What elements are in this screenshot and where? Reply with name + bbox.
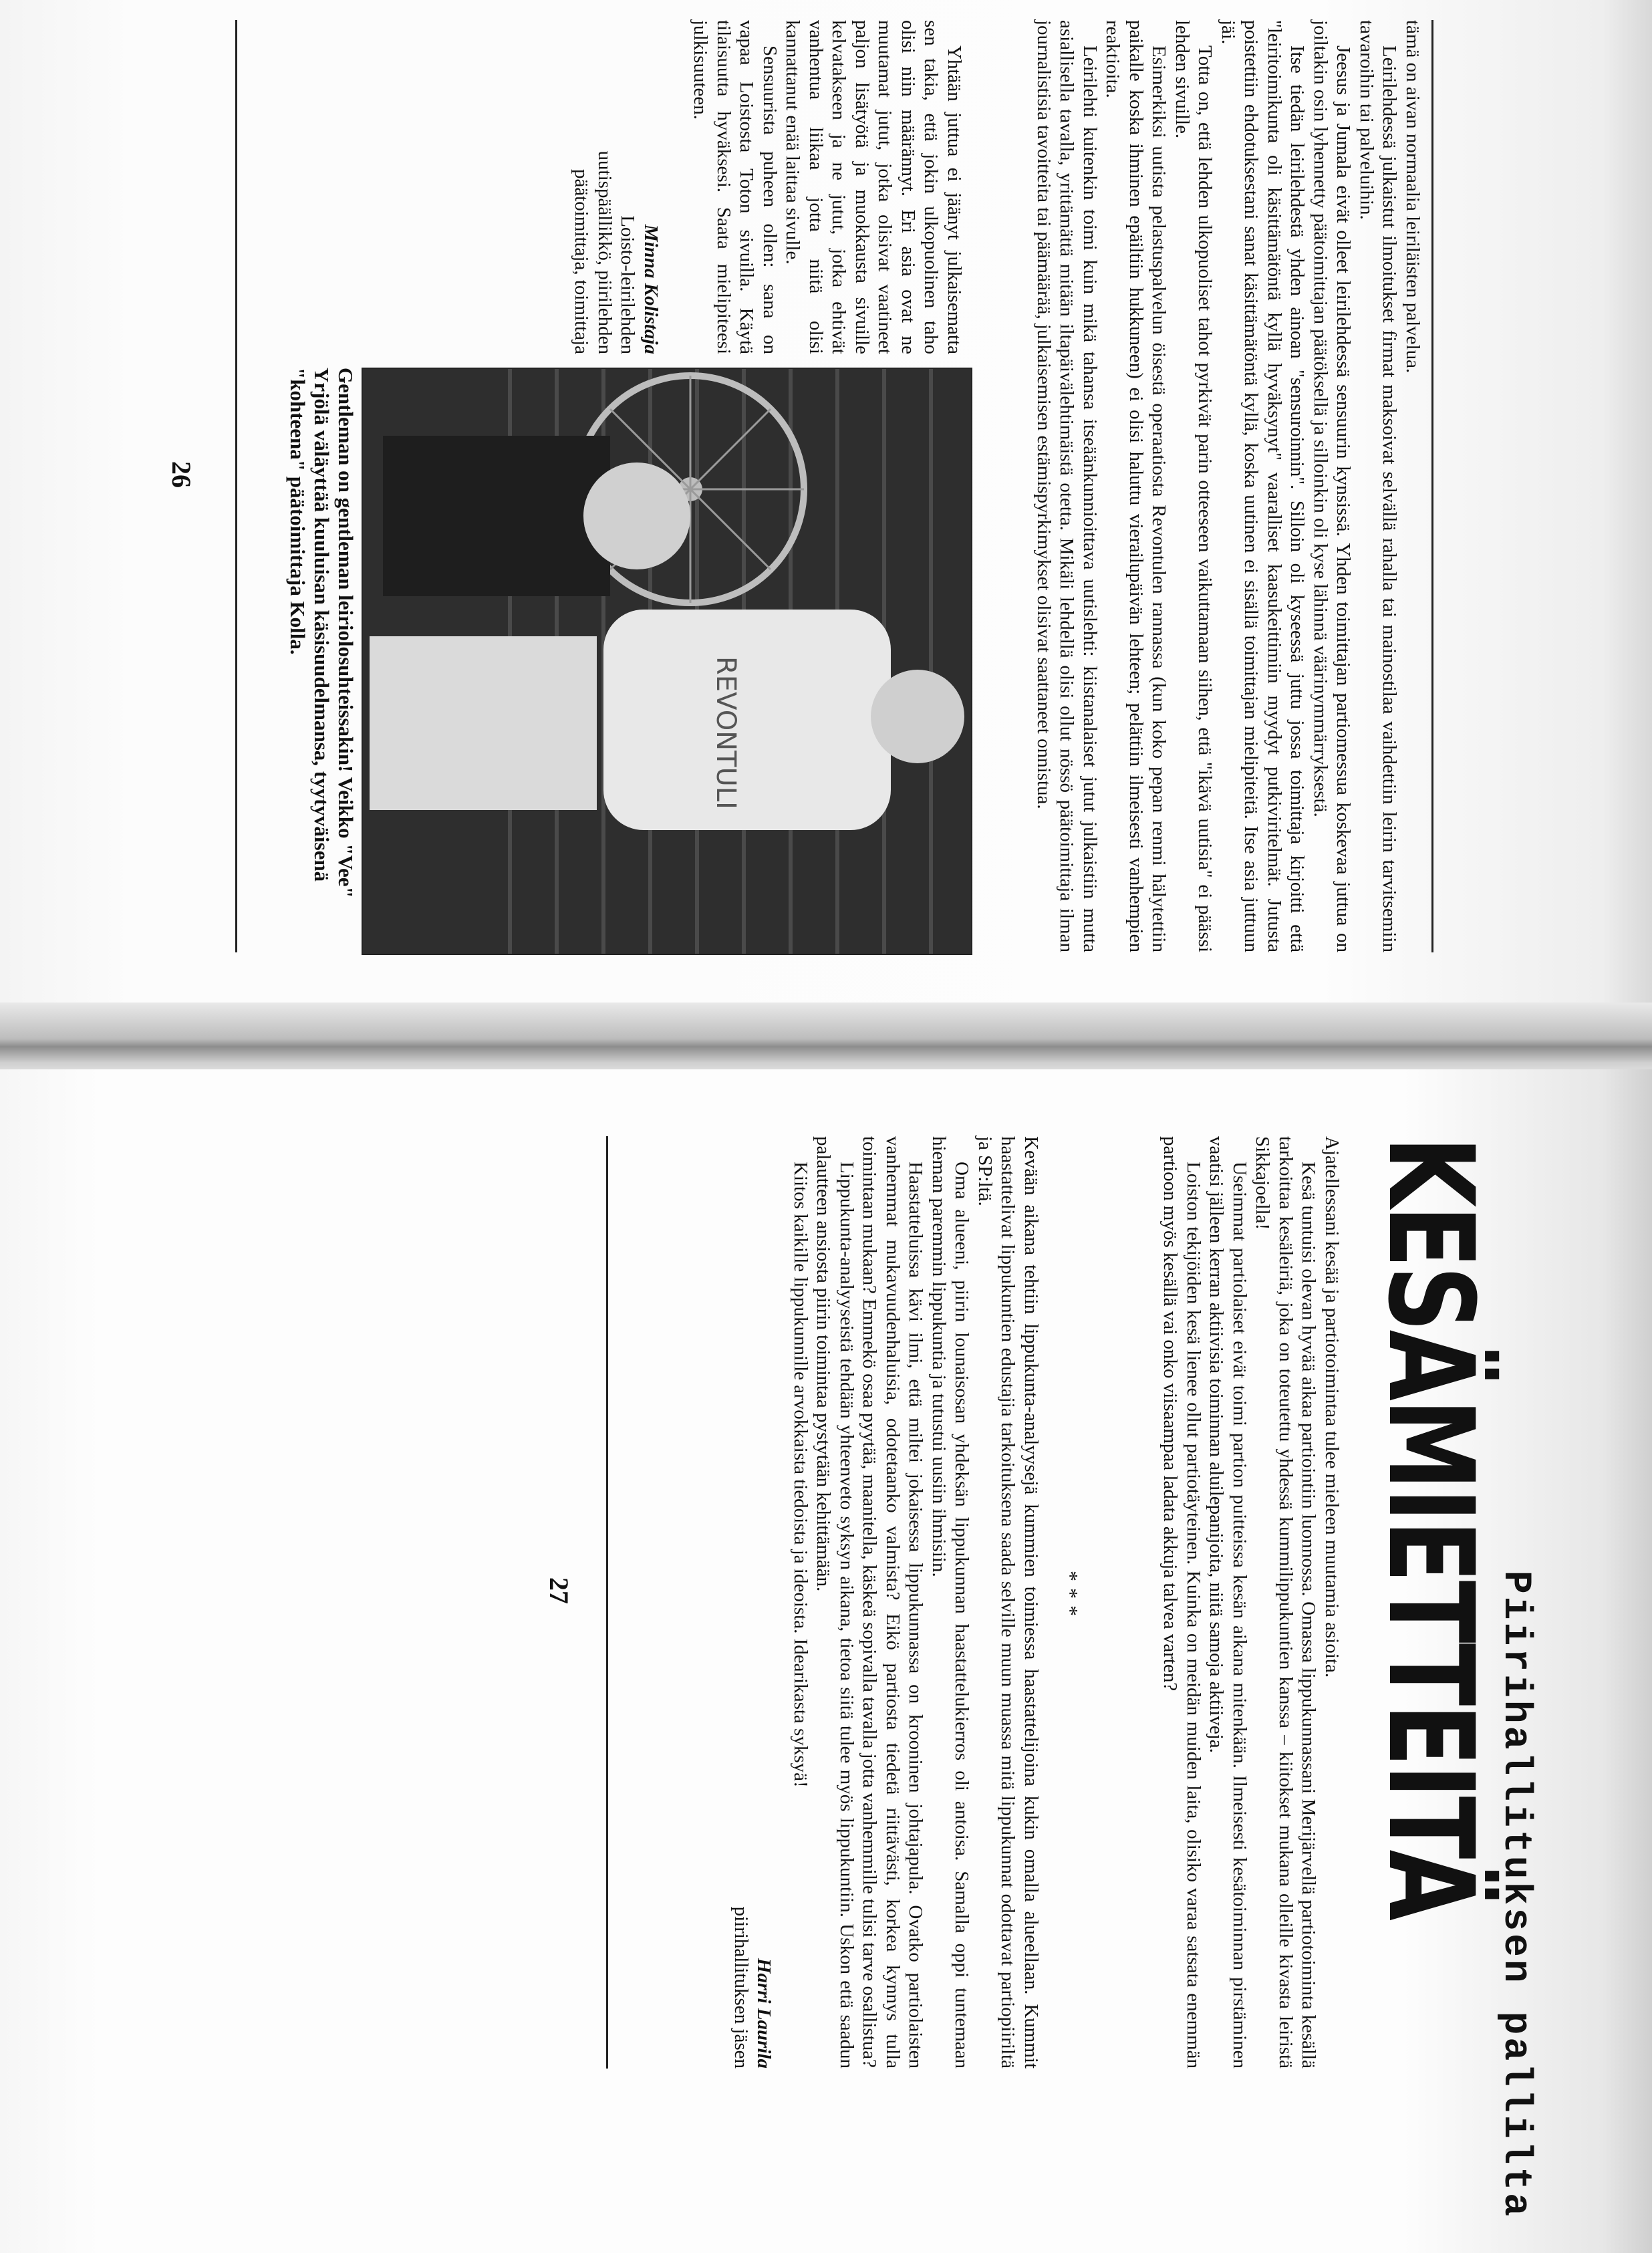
paragraph: Jeesus ja Jumala eivät olleet leirilehdessä sensuurin kynsissä. Yhden toimittajan partiomessua koskevaa juttua on joiltakin osin lyhennetty päätoimittajan päätöksellä ja silloinkin oli kyse lähinnä väärinymmärryksestä. xyxy=(1310,20,1355,952)
paragraph: Kesä tuntuisi olevan hyvää aikaa partiointiin luonnossa. Omassa lippukunnassani Merijärvellä partiotoiminta kesällä tarkoittaa kesäleiriä, joka on toteutettu yhdessä kummilippukuntien kanssa – kiitokset mukana olleille kivasta leiristä Sikkajoella! xyxy=(1252,1136,1320,2069)
page-number: 27 xyxy=(544,1577,574,1604)
article-text-upper xyxy=(1032,20,1425,952)
article-text-lower xyxy=(570,20,966,354)
paragraph: Oma alueeni, piirin lounaisosan yhdeksän lippukunnan haastattelukierros oli antoisa. Samalla oppi tuntemaan hieman paremmin lippukuntia ja tutustui uusiin ihmisiin. xyxy=(928,1136,973,2069)
shirt-text: REVONTULI xyxy=(710,656,741,809)
photo-illustration xyxy=(363,369,971,954)
paragraph: Haastatteluissa kävi ilmi, että miltei jokaisessa lippukunnassa on krooninen johtajapula. Ovatko partiolaisten vanhemmat mukavuudenhaluisia, odotetaanko valmista? Eikö partiosta tiedetä riittävästi, korkea kynnys tulla toimintaan mukaan? Emmekö osaa pyytää, maanitella, käskeä sopivalla tavalla jotta vanhemmille tulisi tarve osallistua? xyxy=(859,1136,927,2069)
photo-caption: Gentleman on gentleman leiriolosuhteissakin! Veikko "Vee" Yrjölä väläyttää kuuluisan käsisuudelmansa, tyytyväisenä "kohteena" päätoimittaja Kolla. xyxy=(286,368,358,898)
signature xyxy=(730,1136,776,2069)
paragraph: Totta on, että lehden ulkopuoliset tahot pyrkivät parin otteeseen vaikuttamaan siihen, että "ikävä uutisia" ei päässi lehden sivuille. xyxy=(1172,20,1216,952)
author-role: Loisto-leirilehden xyxy=(617,215,639,354)
paragraph: Itse tiedän leirilehdestä yhden ainoan "sensuroinnin". Silloin oli kyseessä juttu jossa toimittaja kirjoitti että "leiritoimikunta oli käsittämätöntä kyllä hyväksynyt" vaaralliset kaasukeittimiin myydyt putkiviritelmät. Jutusta poistettiin ehdotuksestani sanat käsittämätöntä kyllä, koska uutinen ei sisällä toimittajan mielipiteitä. Itse asia juttuun jäi. xyxy=(1218,20,1309,952)
author-role: piirihallituksen jäsen xyxy=(730,1906,752,2069)
paragraph: Kevään aikana tehtiin lippukunta-analyysejä kummien toimiessa haastattelijoina kukin omalla alueellaan. Kummit haastattelivat lippukuntien edustajia tarkoituksena saada selville muun muassa mitä lippukunnat odottavat partiopiiriltä ja SP:ltä. xyxy=(974,1136,1042,2069)
paragraph: Leirilehdessä julkaistut ilmoitukset firmat maksoivat selvällä rahalla tai mainostilaa vaihdettiin leirin tarvitsemiin tavaroihin tai palveluihin. xyxy=(1356,20,1401,952)
paragraph: Lippukunta-analyyseistä tehdään yhteenveto syksyn aikana, tietoa siitä tulee myös lippukuntiin. Uskon että saadun palautteen ansiosta piirin toimintaa pystytään kehittämään. xyxy=(813,1136,857,2069)
paragraph: Ajatellessani kesää ja partiotoimintaa tulee mieleen muutamia asioita. xyxy=(1321,1136,1343,1678)
article-text xyxy=(1159,1136,1343,2069)
article-text-2 xyxy=(730,1136,1043,2069)
top-rule xyxy=(1431,20,1433,952)
section-separator: *** xyxy=(1059,1571,1083,1623)
paragraph: Useimmat partiolaiset eivät toimi partion puitteissa kesän aikana mitenkään. Ilmeisesti kesätoiminnan pirstäminen vaatisi jälleen kerran aktiivisia toiminnan aluilepanijoita, niitä samoja aktiiveja. xyxy=(1206,1136,1250,2069)
article-photo xyxy=(362,368,972,955)
paragraph: Esimerkiksi uutista pelastuspalvelun öisestä operaatiosta Revontulen rannassa (kun koko pepan renmi hälytettiin paikalle koska ihminen epäiltiin hukkuneen) ei olisi haluttu vierailupäivän lehteen; pelättiin ilmeisesti vanhempien reaktioita. xyxy=(1102,20,1170,952)
author-name: Minna Kolistaja xyxy=(640,224,662,354)
paragraph: tämä on aivan normaalia leiriläisten palvelua. xyxy=(1402,20,1423,374)
paragraph: Leirilehti kuitenkin toimi kuin mikä tahansa itseäänkunnioittava uutislehti: kiistanalaiset jutut julkaistiin mutta asiallisella tavalla, yrittämättä mitään iltapäivälehtimäistä otetta. Mikäli lehdellä olisi ollut nössö päätoimittaja ilman journalistisia tavoitteita tai päämäärää, julkaisemisen estämispyrkimykset olisivat saattaneet onnistua. xyxy=(1033,20,1101,952)
bottom-rule xyxy=(606,1136,608,2069)
paragraph: Yhtään juttua ei jäänyt julkaisematta sen takia, että jokin ulkopuolinen taho olisi niin määrännyt. Eri asia ovat ne muutamat jutut, jotka olisivat vaatineet paljon lisätyötä ja muokkausta sivuille kelvatakseen ja ne jutut, jotka ehtivät vanhentua liikaa jotta niitä olisi kannattanut enää laittaa sivulle. xyxy=(782,20,965,354)
paragraph: Loiston tekijöiden kesä lienee ollut partiotäyteinen. Kuinka on meidän muiden laita, olisiko varaa satsata enemmän partioon myös kesällä vai onko viisaampaa ladata akkuja talvea varten? xyxy=(1159,1136,1204,2069)
author-name: Harri Laurila xyxy=(753,1958,775,2069)
signature xyxy=(570,20,662,354)
author-role: päätoimittaja, toimittaja xyxy=(571,168,593,354)
headline: KESÄMIETTEITÄ xyxy=(1362,1136,1499,1919)
bottom-rule xyxy=(235,20,237,952)
page-number: 26 xyxy=(166,461,196,488)
author-role: uutispäällikkö, piirilehden xyxy=(594,150,615,354)
paragraph: Kiitos kaikille lippukunnille arvokkaista tiedoista ja ideoista. Idearikasta syksyä! xyxy=(790,1162,811,1788)
section-kicker: Piirihallituksen pallilta xyxy=(1494,1570,1537,2219)
paragraph: Sensuurista puheen ollen: sana on vapaa Loistosta Toton sivuilla. Käytä tilaisuutta hyväksesi. Saata mielipiteesi julkisuuteen. xyxy=(690,20,781,354)
page-26 xyxy=(17,20,1433,969)
page-27 xyxy=(114,1136,1537,2219)
